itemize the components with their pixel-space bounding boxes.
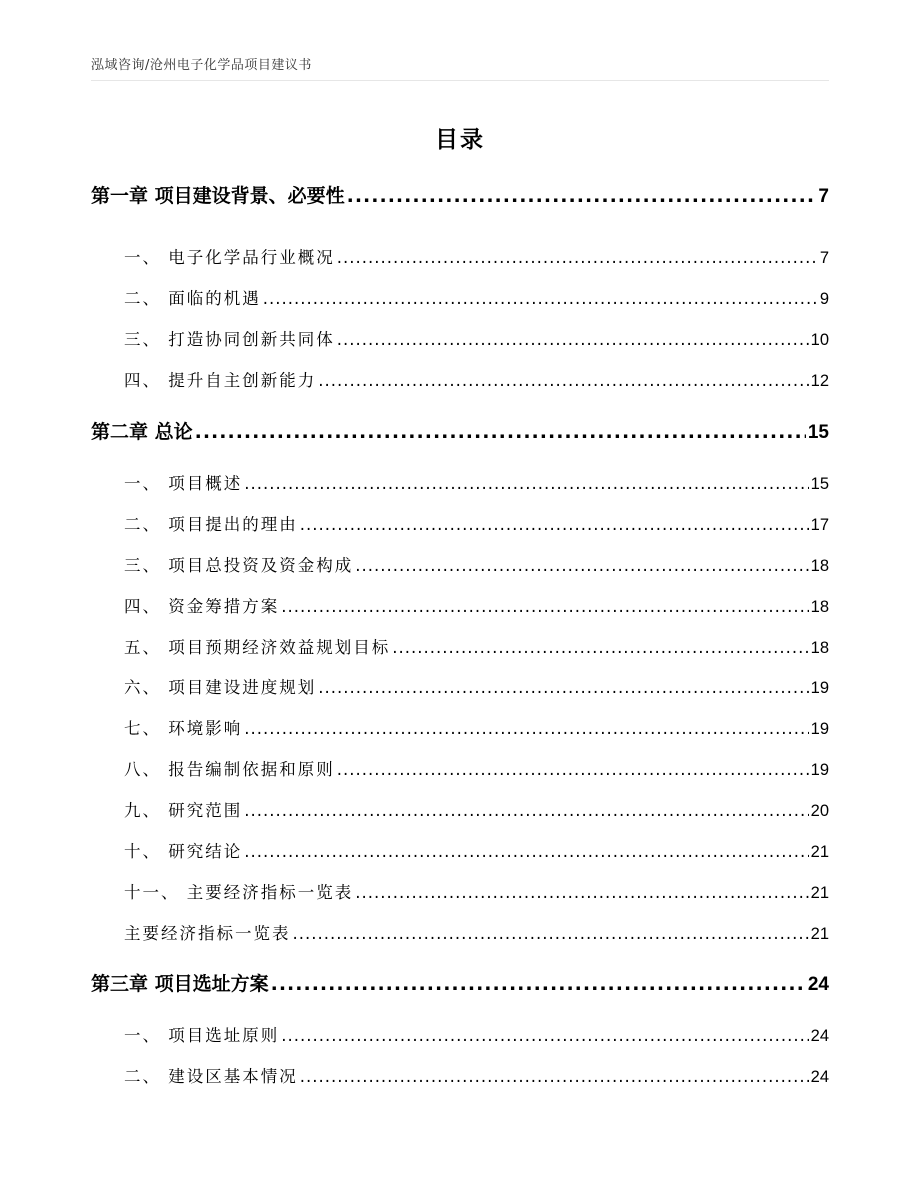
toc-page-number: 17 [810,516,829,534]
toc-page-number: 19 [810,761,829,779]
toc-leader-dots [337,328,809,352]
toc-page-number: 19 [810,720,829,738]
toc-entry-label: 二、 面临的机遇 [124,289,261,308]
toc-page-number: 21 [810,884,829,902]
toc-entry-label: 四、 提升自主创新能力 [124,371,317,390]
toc-entry[interactable] [124,881,829,905]
toc-leader-dots [337,246,818,270]
toc-page-number: 20 [810,802,829,820]
toc-entry[interactable] [124,246,829,270]
toc-entry[interactable] [124,328,829,352]
toc-page-number: 18 [810,557,829,575]
toc-page-number: 18 [810,598,829,616]
toc-entry[interactable] [124,369,829,393]
toc-entry[interactable] [124,554,829,578]
toc-page-number: 24 [810,1027,829,1045]
toc-entry[interactable] [124,636,829,660]
toc-page-number: 24 [807,974,829,995]
toc-leader-dots [337,758,809,782]
toc-leader-dots [263,287,818,311]
toc-entry-label: 四、 资金筹措方案 [124,597,280,616]
toc-page-number: 7 [819,249,829,267]
toc-entry-label: 一、 项目概述 [124,474,243,493]
toc-entry-label: 一、 电子化学品行业概况 [124,248,335,267]
toc-leader-dots [318,676,808,700]
toc-leader-dots [392,636,808,660]
toc-page-number: 18 [810,639,829,657]
page-title: 目录 [435,127,485,153]
toc-entry-label: 主要经济指标一览表 [124,924,291,943]
toc-entry[interactable] [124,513,829,537]
toc-leader-dots [300,513,809,537]
toc-leader-dots [244,717,808,741]
toc-entry-label: 一、 项目选址原则 [124,1026,280,1045]
toc-page-number: 24 [810,1068,829,1086]
toc-entry[interactable] [124,1024,829,1048]
toc-page-number: 12 [810,372,829,390]
toc-leader-dots [281,595,808,619]
toc-entry[interactable] [124,840,829,864]
toc-entry-label: 第二章 总论 [91,421,193,443]
toc-entry-label: 十、 研究结论 [124,842,243,861]
toc-entry[interactable] [91,182,829,210]
toc-page-number: 10 [810,331,829,349]
toc-entry-label: 二、 项目提出的理由 [124,515,298,534]
toc-entry-label: 二、 建设区基本情况 [124,1067,298,1086]
toc-entry-label: 八、 报告编制依据和原则 [124,760,335,779]
toc-entry[interactable] [124,717,829,741]
toc-leader-dots [195,418,806,446]
toc-entry-label: 三、 打造协同创新共同体 [124,330,335,349]
toc-entry-label: 第三章 项目选址方案 [91,973,269,995]
running-header: 泓域咨询/沧州电子化学品项目建议书 [91,58,312,73]
toc-entry[interactable] [124,799,829,823]
toc-leader-dots [244,472,808,496]
toc-entry-label: 第一章 项目建设背景、必要性 [91,185,345,207]
toc-page-number: 7 [818,186,829,207]
toc-leader-dots [300,1065,809,1089]
toc-entry[interactable] [124,922,829,946]
toc-page-number: 15 [807,422,829,443]
toc-entry-label: 七、 环境影响 [124,719,243,738]
toc-leader-dots [244,840,808,864]
toc-leader-dots [355,881,808,905]
toc-page-number: 9 [819,290,829,308]
toc-leader-dots [293,922,809,946]
toc-entry[interactable] [124,472,829,496]
toc-page-number: 21 [810,843,829,861]
toc-entry[interactable] [124,1065,829,1089]
toc-entry[interactable] [124,758,829,782]
toc-leader-dots [271,970,806,998]
toc-entry[interactable] [91,418,829,446]
toc-page-number: 15 [810,475,829,493]
toc-entry[interactable] [91,970,829,998]
toc-entry[interactable] [124,595,829,619]
toc-entry-label: 九、 研究范围 [124,801,243,820]
toc-entry[interactable] [124,287,829,311]
toc-leader-dots [355,554,808,578]
toc-entry-label: 三、 项目总投资及资金构成 [124,556,354,575]
toc-entry-label: 五、 项目预期经济效益规划目标 [124,638,391,657]
toc-entry-label: 六、 项目建设进度规划 [124,678,317,697]
toc-leader-dots [244,799,808,823]
toc-leader-dots [318,369,808,393]
toc-leader-dots [281,1024,808,1048]
toc-entry-label: 十一、 主要经济指标一览表 [124,883,354,902]
toc-page-number: 21 [810,925,829,943]
toc-page-number: 19 [810,679,829,697]
toc-entry[interactable] [124,676,829,700]
toc-leader-dots [347,182,817,210]
